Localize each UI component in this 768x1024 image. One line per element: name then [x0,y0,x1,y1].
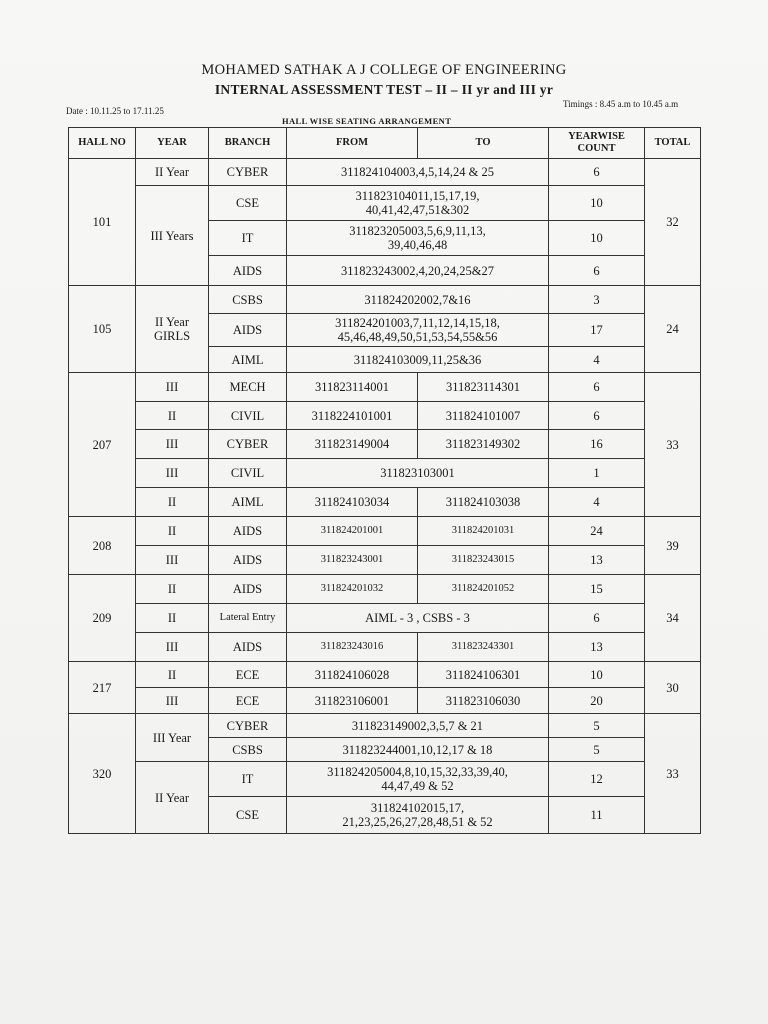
from-cell: 311824201003,7,11,12,14,15,18, 45,46,48,49,50,51,53,54,55&56 [287,314,549,347]
to-cell: 311823149302 [418,430,549,459]
table-row [69,575,701,604]
count-cell: 6 [549,604,645,633]
hall-no: 101 [69,159,136,286]
year-cell: III [136,688,209,714]
hall-no: 217 [69,662,136,714]
count-cell: 4 [549,488,645,517]
count-cell: 24 [549,517,645,546]
year-cell: II [136,517,209,546]
to-cell: 311823243015 [418,546,549,575]
count-cell: 17 [549,314,645,347]
branch-cell: CIVIL [209,402,287,430]
branch-cell: CYBER [209,430,287,459]
count-cell: 6 [549,256,645,286]
table-row [69,662,701,688]
branch-cell: AIDS [209,575,287,604]
seating-table [68,127,701,834]
from-cell: 311823243002,4,20,24,25&27 [287,256,549,286]
table-row [69,430,701,459]
total-cell: 34 [645,575,701,662]
total-cell: 33 [645,714,701,834]
to-cell: 311823106030 [418,688,549,714]
count-cell: 3 [549,286,645,314]
year-cell: II [136,488,209,517]
year-cell: III [136,459,209,488]
table-subtitle: HALL WISE SEATING ARRANGEMENT [282,116,452,126]
year-cell: II [136,662,209,688]
count-cell: 6 [549,373,645,402]
table-row [69,373,701,402]
branch-cell: CSE [209,186,287,221]
count-cell: 10 [549,662,645,688]
exam-date: Date : 10.11.25 to 17.11.25 [66,106,164,116]
from-cell: 311824102015,17, 21,23,25,26,27,28,48,51 & 52 [287,797,549,834]
from-cell: 311823243016 [287,633,418,662]
table-row [69,286,701,314]
table-row [69,688,701,714]
branch-cell: IT [209,221,287,256]
count-cell: 13 [549,546,645,575]
year-cell: II Year GIRLS [136,286,209,373]
from-cell: 311824103034 [287,488,418,517]
hall-no: 105 [69,286,136,373]
col-total: TOTAL [645,128,701,159]
from-cell: 311823149004 [287,430,418,459]
branch-cell: CSBS [209,286,287,314]
table-row [69,546,701,575]
table-row [69,402,701,430]
branch-cell: CSE [209,797,287,834]
branch-cell: AIML [209,347,287,373]
college-name: MOHAMED SATHAK A J COLLEGE OF ENGINEERING [201,62,567,78]
col-branch: BRANCH [209,128,287,159]
exam-timings: Timings : 8.45 a.m to 10.45 a.m [563,99,679,109]
year-cell: III [136,546,209,575]
year-cell: III Year [136,714,209,762]
total-cell: 33 [645,373,701,517]
total-cell: 24 [645,286,701,373]
from-cell: 311824201001 [287,517,418,546]
year-cell: II [136,604,209,633]
branch-cell: IT [209,762,287,797]
to-cell: 311824106301 [418,662,549,688]
branch-cell: AIML [209,488,287,517]
total-cell: 32 [645,159,701,286]
exam-title: INTERNAL ASSESSMENT TEST – II – II yr and III yr [214,82,554,97]
from-cell: 311823149002,3,5,7 & 21 [287,714,549,738]
from-cell: 311823114001 [287,373,418,402]
count-cell: 12 [549,762,645,797]
col-hall-no: HALL NO [69,128,136,159]
table-row [69,604,701,633]
table-row [69,633,701,662]
col-year: YEAR [136,128,209,159]
table-row [69,186,701,221]
branch-cell: AIDS [209,314,287,347]
branch-cell: AIDS [209,256,287,286]
branch-cell: AIDS [209,546,287,575]
count-cell: 5 [549,714,645,738]
year-cell: III [136,633,209,662]
from-cell: 311823244001,10,12,17 & 18 [287,738,549,762]
branch-cell: CYBER [209,714,287,738]
table-row [69,714,701,738]
table-row [69,488,701,517]
branch-cell: ECE [209,662,287,688]
branch-cell: AIDS [209,633,287,662]
year-cell: II [136,402,209,430]
count-cell: 11 [549,797,645,834]
table-row [69,517,701,546]
table-row [69,459,701,488]
to-cell: 311824101007 [418,402,549,430]
from-cell: 311823106001 [287,688,418,714]
from-cell: 311824202002,7&16 [287,286,549,314]
count-cell: 13 [549,633,645,662]
year-cell: III [136,373,209,402]
table-row [69,762,701,797]
branch-cell: Lateral Entry [209,604,287,633]
from-cell: 311824103009,11,25&36 [287,347,549,373]
count-cell: 6 [549,402,645,430]
from-cell: 311824106028 [287,662,418,688]
count-cell: 20 [549,688,645,714]
to-cell: 311824103038 [418,488,549,517]
count-cell: 5 [549,738,645,762]
total-cell: 30 [645,662,701,714]
col-yearwise-count: YEARWISE COUNT [549,128,645,159]
hall-no: 209 [69,575,136,662]
table-row [69,159,701,186]
to-cell: 311823114301 [418,373,549,402]
from-cell: 311823243001 [287,546,418,575]
year-cell: III Years [136,186,209,286]
count-cell: 10 [549,186,645,221]
branch-cell: ECE [209,688,287,714]
count-cell: 6 [549,159,645,186]
branch-cell: CYBER [209,159,287,186]
count-cell: 15 [549,575,645,604]
from-cell: 311824201032 [287,575,418,604]
from-cell: 311824104003,4,5,14,24 & 25 [287,159,549,186]
branch-cell: CSBS [209,738,287,762]
branch-cell: AIDS [209,517,287,546]
total-cell: 39 [645,517,701,575]
count-cell: 4 [549,347,645,373]
year-cell: II Year [136,762,209,834]
branch-cell: MECH [209,373,287,402]
from-cell: 311823104011,15,17,19, 40,41,42,47,51&302 [287,186,549,221]
from-cell: 311823103001 [287,459,549,488]
count-cell: 16 [549,430,645,459]
year-cell: II [136,575,209,604]
hall-no: 207 [69,373,136,517]
from-cell: 311824205004,8,10,15,32,33,39,40, 44,47,49 & 52 [287,762,549,797]
hall-no: 208 [69,517,136,575]
header-row [69,128,701,159]
year-cell: II Year [136,159,209,186]
to-cell: 311823243301 [418,633,549,662]
hall-no: 320 [69,714,136,834]
year-cell: III [136,430,209,459]
count-cell: 1 [549,459,645,488]
from-cell: 3118224101001 [287,402,418,430]
to-cell: 311824201052 [418,575,549,604]
from-cell: AIML - 3 , CSBS - 3 [287,604,549,633]
count-cell: 10 [549,221,645,256]
branch-cell: CIVIL [209,459,287,488]
col-from: FROM [287,128,418,159]
to-cell: 311824201031 [418,517,549,546]
from-cell: 311823205003,5,6,9,11,13, 39,40,46,48 [287,221,549,256]
col-to: TO [418,128,549,159]
